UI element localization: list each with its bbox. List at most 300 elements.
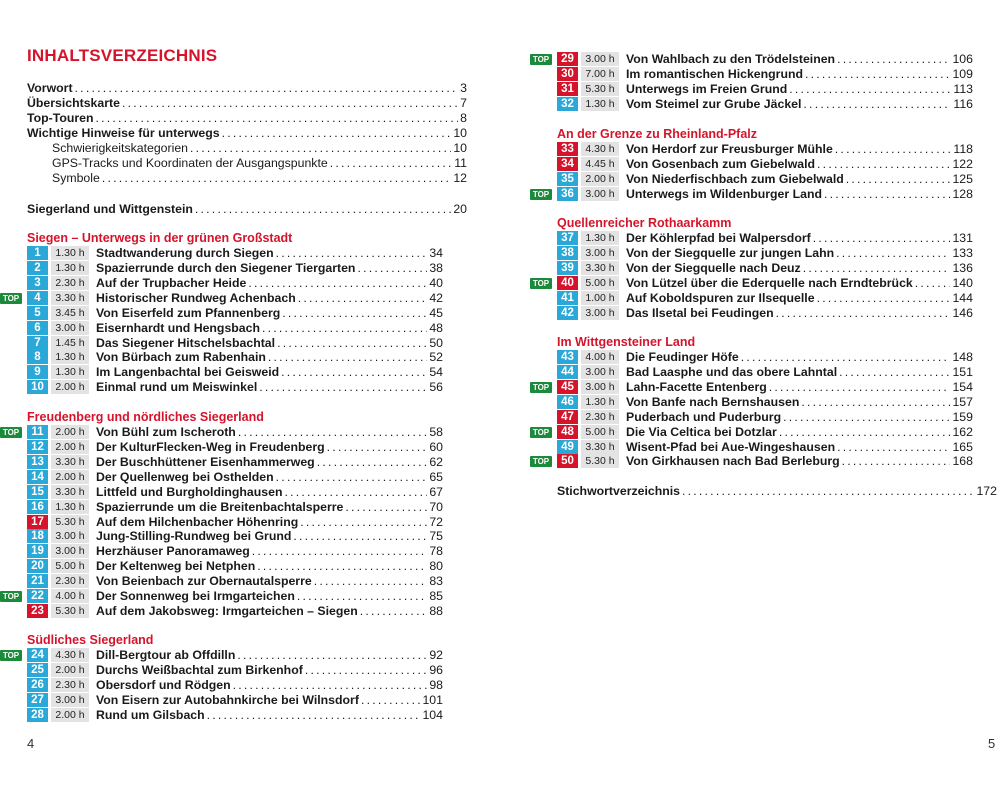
tour-page: 38 bbox=[429, 260, 443, 275]
tour-duration: 2.30 h bbox=[51, 574, 89, 588]
tour-text bbox=[626, 380, 973, 395]
tour-number: 14 bbox=[27, 470, 48, 484]
tour-duration: 2.30 h bbox=[51, 678, 89, 692]
tour-entry[interactable] bbox=[27, 500, 443, 515]
tour-number: 1 bbox=[27, 246, 48, 260]
tour-page: 42 bbox=[429, 290, 443, 305]
tour-text bbox=[626, 291, 973, 306]
tour-entry[interactable] bbox=[27, 529, 443, 544]
toc-entry[interactable] bbox=[27, 81, 467, 96]
tour-entry[interactable] bbox=[532, 379, 973, 395]
tour-duration: 4.45 h bbox=[581, 157, 619, 171]
tour-entry[interactable] bbox=[27, 306, 443, 321]
dot-leader bbox=[222, 126, 452, 141]
tour-page: 83 bbox=[429, 574, 443, 589]
tour-name: Der Quellenweg bei Osthelden bbox=[96, 469, 274, 484]
tour-duration: 1.30 h bbox=[581, 395, 619, 409]
tour-entry[interactable] bbox=[27, 455, 443, 470]
tour-page: 48 bbox=[429, 320, 443, 335]
tour-entry[interactable] bbox=[557, 97, 973, 112]
dot-leader bbox=[345, 500, 427, 515]
toc-entry[interactable] bbox=[27, 171, 467, 186]
dot-leader bbox=[207, 708, 421, 723]
tour-page: 116 bbox=[953, 96, 973, 111]
tour-duration: 3.30 h bbox=[51, 485, 89, 499]
dot-leader bbox=[238, 425, 427, 440]
tour-number: 24 bbox=[27, 648, 48, 662]
dot-leader bbox=[95, 111, 458, 126]
tour-number: 19 bbox=[27, 544, 48, 558]
tour-number: 44 bbox=[557, 365, 578, 379]
toc-entry-page: 172 bbox=[976, 484, 997, 498]
tour-name: Auf Koboldspuren zur Ilsequelle bbox=[626, 290, 815, 305]
tour-text bbox=[626, 97, 973, 112]
dot-leader bbox=[837, 440, 950, 455]
tour-number: 43 bbox=[557, 350, 578, 364]
dot-leader bbox=[282, 306, 427, 321]
tour-entry[interactable] bbox=[27, 261, 443, 276]
tour-text bbox=[96, 678, 443, 693]
tour-duration: 4.30 h bbox=[581, 142, 619, 156]
tour-entry[interactable] bbox=[27, 485, 443, 500]
toc-entry-label: Wichtige Hinweise für unterwegs bbox=[27, 125, 220, 140]
toc-entry-page: 10 bbox=[453, 140, 467, 155]
tour-duration: 1.30 h bbox=[581, 97, 619, 111]
tour-entry[interactable] bbox=[27, 365, 443, 380]
tour-name: Von Herdorf zur Freusburger Mühle bbox=[626, 142, 833, 156]
tour-number: 6 bbox=[27, 321, 48, 335]
toc-entry-label: Übersichtskarte bbox=[27, 95, 120, 110]
dot-leader bbox=[305, 663, 428, 678]
toc-entry[interactable] bbox=[27, 156, 467, 171]
top-tour-badge: TOP bbox=[0, 293, 22, 304]
tour-name: Im romantischen Hickengrund bbox=[626, 66, 803, 81]
tour-text bbox=[96, 440, 443, 455]
tour-number: 26 bbox=[27, 678, 48, 692]
tour-text bbox=[626, 425, 973, 440]
tour-name: Puderbach und Puderburg bbox=[626, 409, 782, 424]
tour-page: 122 bbox=[952, 156, 973, 171]
dot-leader bbox=[317, 455, 428, 470]
toc-entry-label: Symbole bbox=[52, 170, 100, 185]
tour-name: Jung-Stilling-Rundweg bei Grund bbox=[96, 529, 292, 544]
tour-page: 75 bbox=[429, 529, 443, 544]
tour-entry[interactable] bbox=[557, 306, 973, 321]
tour-entry[interactable] bbox=[27, 440, 443, 455]
tour-text bbox=[96, 485, 443, 500]
tour-page: 88 bbox=[429, 604, 443, 619]
tour-duration: 3.00 h bbox=[51, 544, 89, 558]
tour-number: 25 bbox=[27, 663, 48, 677]
tour-number: 22 bbox=[27, 589, 48, 603]
tour-text bbox=[96, 574, 443, 589]
dot-leader bbox=[252, 544, 428, 559]
tour-entry[interactable] bbox=[27, 336, 443, 351]
tour-name: Von der Siegquelle nach Deuz bbox=[626, 260, 801, 275]
tour-number: 37 bbox=[557, 231, 578, 245]
dot-leader bbox=[361, 693, 421, 708]
dot-leader bbox=[741, 350, 951, 365]
tour-number: 13 bbox=[27, 455, 48, 469]
dot-leader bbox=[327, 440, 428, 455]
toc-entry-label: Top-Touren bbox=[27, 110, 94, 125]
tour-text bbox=[626, 187, 973, 202]
tour-text bbox=[96, 425, 443, 440]
tour-text bbox=[626, 172, 973, 187]
tour-entry[interactable] bbox=[532, 454, 973, 469]
tour-name: Einmal rund um Meiswinkel bbox=[96, 380, 258, 395]
toc-entry-label: Stichwortverzeichnis bbox=[557, 484, 681, 498]
tour-page: 58 bbox=[429, 425, 443, 439]
tour-entry[interactable] bbox=[27, 350, 443, 365]
dot-leader bbox=[257, 559, 427, 574]
tour-entry[interactable] bbox=[532, 424, 973, 440]
top-tour-badge: TOP bbox=[530, 278, 552, 289]
tour-text bbox=[626, 261, 973, 276]
tour-duration: 7.00 h bbox=[581, 67, 619, 81]
tour-duration: 3.00 h bbox=[581, 306, 619, 320]
tour-entry[interactable] bbox=[532, 52, 973, 67]
tour-entry[interactable] bbox=[557, 67, 973, 82]
tour-duration: 1.00 h bbox=[581, 291, 619, 305]
tour-duration: 3.30 h bbox=[51, 455, 89, 469]
tour-name: Dill-Bergtour ab Offdilln bbox=[96, 648, 236, 662]
tour-page: 154 bbox=[952, 379, 973, 394]
tour-page: 60 bbox=[429, 439, 443, 454]
tour-name: Von Girkhausen nach Bad Berleburg bbox=[626, 454, 840, 469]
tour-duration: 1.30 h bbox=[51, 261, 89, 275]
tour-entry[interactable] bbox=[27, 708, 443, 723]
tour-duration: 5.00 h bbox=[51, 559, 89, 573]
dot-leader bbox=[237, 648, 427, 663]
tour-duration: 1.30 h bbox=[51, 365, 89, 379]
tour-number: 23 bbox=[27, 604, 48, 618]
tour-page: 104 bbox=[422, 707, 443, 722]
tour-entry[interactable] bbox=[557, 291, 973, 306]
tour-entry[interactable] bbox=[2, 648, 443, 663]
tour-duration: 4.00 h bbox=[581, 350, 619, 364]
dot-leader bbox=[262, 321, 427, 336]
tour-page: 157 bbox=[952, 394, 973, 409]
dot-leader bbox=[842, 454, 951, 469]
dot-leader bbox=[846, 172, 951, 187]
tour-name: Auf dem Hilchenbacher Höhenring bbox=[96, 514, 299, 529]
tour-page: 159 bbox=[952, 409, 973, 424]
tour-name: Von Bühl zum Ischeroth bbox=[96, 425, 236, 439]
dot-leader bbox=[293, 529, 427, 544]
tour-entry[interactable] bbox=[557, 172, 973, 187]
tour-name: Im Langenbachtal bei Geisweid bbox=[96, 365, 280, 380]
tour-text bbox=[96, 261, 443, 276]
tour-entry[interactable] bbox=[27, 321, 443, 336]
tour-text bbox=[96, 559, 443, 574]
tour-duration: 3.00 h bbox=[51, 693, 89, 707]
toc-entry[interactable] bbox=[27, 111, 467, 126]
tour-entry[interactable] bbox=[27, 663, 443, 678]
tour-number: 12 bbox=[27, 440, 48, 454]
tour-number: 50 bbox=[557, 454, 578, 468]
tour-name: Lahn-Facette Entenberg bbox=[626, 379, 767, 394]
tour-name: Unterwegs im Wildenburger Land bbox=[626, 186, 822, 201]
dot-leader bbox=[813, 231, 951, 246]
tour-page: 162 bbox=[952, 424, 973, 439]
tour-entry[interactable] bbox=[557, 231, 973, 246]
tour-entry[interactable] bbox=[27, 693, 443, 708]
tour-entry[interactable] bbox=[557, 157, 973, 172]
dot-leader bbox=[276, 470, 428, 485]
tour-page: 70 bbox=[429, 499, 443, 514]
tour-text bbox=[96, 291, 443, 306]
tour-number: 30 bbox=[557, 67, 578, 81]
tour-text bbox=[96, 693, 443, 708]
tour-text bbox=[96, 350, 443, 365]
dot-leader bbox=[769, 380, 951, 395]
tour-duration: 3.45 h bbox=[51, 306, 89, 320]
toc-entry[interactable] bbox=[27, 141, 467, 156]
tour-name: Vom Steimel zur Grube Jäckel bbox=[626, 96, 802, 111]
toc-index-entry[interactable] bbox=[557, 484, 997, 499]
toc-entry[interactable] bbox=[27, 126, 467, 141]
tour-page: 56 bbox=[429, 380, 443, 395]
tour-text bbox=[626, 365, 973, 380]
dot-leader bbox=[817, 157, 950, 172]
dot-leader bbox=[190, 141, 451, 156]
tour-entry[interactable] bbox=[557, 246, 973, 261]
tour-duration: 5.30 h bbox=[51, 515, 89, 529]
tour-text bbox=[96, 663, 443, 678]
tour-duration: 1.45 h bbox=[51, 336, 89, 350]
tour-number: 39 bbox=[557, 261, 578, 275]
tour-text bbox=[626, 82, 973, 97]
tour-duration: 3.00 h bbox=[581, 380, 619, 394]
dot-leader bbox=[783, 410, 950, 425]
tour-number: 21 bbox=[27, 574, 48, 588]
tour-name: Von Gosenbach zum Giebelwald bbox=[626, 156, 816, 171]
tour-page: 65 bbox=[429, 469, 443, 484]
top-tour-badge: TOP bbox=[0, 591, 22, 602]
tour-number: 3 bbox=[27, 276, 48, 290]
dot-leader bbox=[776, 306, 951, 321]
tour-entry[interactable] bbox=[2, 290, 443, 306]
tour-duration: 4.30 h bbox=[51, 648, 89, 662]
tour-entry[interactable] bbox=[2, 589, 443, 604]
tour-name: Stadtwanderung durch Siegen bbox=[96, 246, 274, 260]
dot-leader bbox=[277, 336, 427, 351]
tour-name: Obersdorf und Rödgen bbox=[96, 677, 231, 692]
tour-duration: 2.00 h bbox=[51, 663, 89, 677]
toc-entry-label: Siegerland und Wittgenstein bbox=[27, 202, 193, 216]
tour-entry[interactable] bbox=[557, 350, 973, 365]
dot-leader bbox=[682, 484, 974, 499]
tour-entry[interactable] bbox=[27, 276, 443, 291]
tour-entry[interactable] bbox=[2, 425, 443, 440]
tour-page: 80 bbox=[429, 559, 443, 574]
tour-text bbox=[626, 52, 973, 67]
tour-name: Rund um Gilsbach bbox=[96, 707, 205, 722]
tour-duration: 3.00 h bbox=[51, 321, 89, 335]
tour-entry[interactable] bbox=[557, 261, 973, 276]
tour-entry[interactable] bbox=[532, 275, 973, 291]
tour-duration: 5.30 h bbox=[581, 82, 619, 96]
tour-duration: 3.00 h bbox=[581, 365, 619, 379]
tour-page: 98 bbox=[429, 677, 443, 692]
tour-text bbox=[626, 454, 973, 469]
tour-text bbox=[96, 604, 443, 619]
tour-duration: 3.30 h bbox=[51, 291, 89, 305]
tour-page: 85 bbox=[429, 589, 443, 604]
tour-number: 41 bbox=[557, 291, 578, 305]
tour-text bbox=[626, 440, 973, 455]
top-tour-badge: TOP bbox=[530, 54, 552, 65]
tour-page: 67 bbox=[429, 484, 443, 499]
tour-entry[interactable] bbox=[27, 574, 443, 589]
dot-leader bbox=[805, 67, 950, 82]
tour-page: 96 bbox=[429, 662, 443, 677]
tour-page: 40 bbox=[429, 275, 443, 290]
dot-leader bbox=[836, 246, 950, 261]
dot-leader bbox=[779, 425, 951, 440]
section-heading-siegen: Siegen – Unterwegs in der grünen Großstadt bbox=[27, 231, 293, 245]
section-heading-rothaar: Quellenreicher Rothaarkamm bbox=[557, 216, 732, 230]
tour-duration: 2.00 h bbox=[51, 470, 89, 484]
toc-entry-page: 11 bbox=[454, 155, 467, 170]
tour-entry[interactable] bbox=[27, 604, 443, 619]
tour-entry[interactable] bbox=[557, 365, 973, 380]
tour-number: 34 bbox=[557, 157, 578, 171]
tour-entry[interactable] bbox=[532, 186, 973, 202]
dot-leader bbox=[915, 276, 951, 291]
toc-entry-label: Vorwort bbox=[27, 81, 73, 95]
tour-number: 31 bbox=[557, 82, 578, 96]
tour-number: 28 bbox=[27, 708, 48, 722]
tour-page: 168 bbox=[952, 454, 973, 469]
tour-number: 4 bbox=[27, 291, 48, 305]
tour-entry[interactable] bbox=[27, 380, 443, 395]
tour-entry[interactable] bbox=[557, 142, 973, 157]
tour-text bbox=[96, 708, 443, 723]
dot-leader bbox=[300, 515, 427, 530]
tour-duration: 2.30 h bbox=[581, 410, 619, 424]
tour-name: Bad Laasphe und das obere Lahntal bbox=[626, 364, 838, 379]
tour-page: 133 bbox=[952, 245, 973, 260]
dot-leader bbox=[803, 97, 951, 112]
tour-entry[interactable] bbox=[27, 559, 443, 574]
tour-duration: 3.00 h bbox=[581, 52, 619, 66]
toc-entry-page: 7 bbox=[460, 95, 467, 110]
tour-number: 20 bbox=[27, 559, 48, 573]
tour-duration: 2.30 h bbox=[51, 276, 89, 290]
tour-text bbox=[626, 276, 973, 291]
dot-leader bbox=[276, 246, 428, 261]
tour-entry[interactable] bbox=[27, 678, 443, 693]
section-heading-wittgenstein: Im Wittgensteiner Land bbox=[557, 335, 696, 349]
tour-number: 49 bbox=[557, 440, 578, 454]
tour-entry[interactable] bbox=[557, 440, 973, 455]
toc-entry-label: Schwierigkeitskategorien bbox=[52, 140, 189, 155]
tour-number: 35 bbox=[557, 172, 578, 186]
tour-text bbox=[626, 231, 973, 246]
tour-text bbox=[96, 544, 443, 559]
tour-number: 18 bbox=[27, 529, 48, 543]
tour-duration: 5.00 h bbox=[581, 425, 619, 439]
top-tour-badge: TOP bbox=[0, 427, 22, 438]
top-tour-badge: TOP bbox=[530, 456, 552, 467]
dot-leader bbox=[268, 350, 427, 365]
tour-name: Eisernhardt und Hengsbach bbox=[96, 320, 260, 335]
tour-name: Von Eisern zur Autobahnkirche bei Wilnsdorf bbox=[96, 692, 359, 707]
toc-entry[interactable] bbox=[27, 96, 467, 111]
section-heading-rheinland: An der Grenze zu Rheinland-Pfalz bbox=[557, 127, 758, 141]
dot-leader bbox=[259, 380, 427, 395]
tour-entry[interactable] bbox=[27, 544, 443, 559]
tour-duration: 1.30 h bbox=[51, 500, 89, 514]
tour-name: Littfeld und Burgholdinghausen bbox=[96, 484, 283, 499]
tour-name: Der Köhlerpfad bei Walpersdorf bbox=[626, 231, 811, 245]
tour-name: Von Beienbach zur Obernautalsperre bbox=[96, 574, 312, 589]
dot-leader bbox=[824, 187, 950, 202]
tour-entry[interactable] bbox=[557, 395, 973, 410]
toc-entry-page: 10 bbox=[453, 125, 467, 140]
tour-duration: 3.30 h bbox=[581, 440, 619, 454]
tour-duration: 4.00 h bbox=[51, 589, 89, 603]
tour-duration: 2.00 h bbox=[51, 708, 89, 722]
tour-name: Die Via Celtica bei Dotzlar bbox=[626, 424, 777, 439]
tour-text bbox=[96, 321, 443, 336]
toc-entry-page: 3 bbox=[460, 81, 467, 95]
tour-name: Von Eiserfeld zum Pfannenberg bbox=[96, 305, 281, 320]
tour-duration: 5.30 h bbox=[581, 454, 619, 468]
tour-duration: 2.00 h bbox=[581, 172, 619, 186]
tour-entry[interactable] bbox=[27, 515, 443, 530]
dot-leader bbox=[837, 52, 950, 67]
tour-entry[interactable] bbox=[557, 82, 973, 97]
tour-text bbox=[626, 142, 973, 157]
dot-leader bbox=[122, 96, 458, 111]
tour-name: Von der Siegquelle zur jungen Lahn bbox=[626, 245, 835, 260]
tour-entry[interactable] bbox=[27, 246, 443, 261]
tour-page: 165 bbox=[952, 439, 973, 454]
tour-page: 34 bbox=[429, 246, 443, 260]
tour-page: 146 bbox=[952, 305, 973, 320]
dot-leader bbox=[803, 261, 951, 276]
toc-region-entry[interactable] bbox=[27, 202, 467, 217]
tour-entry[interactable] bbox=[557, 410, 973, 425]
tour-text bbox=[96, 306, 443, 321]
tour-number: 45 bbox=[557, 380, 578, 394]
tour-duration: 5.00 h bbox=[581, 276, 619, 290]
tour-duration: 1.30 h bbox=[581, 231, 619, 245]
section-heading-freudenberg: Freudenberg und nördliches Siegerland bbox=[27, 410, 264, 424]
tour-duration: 2.00 h bbox=[51, 425, 89, 439]
tour-entry[interactable] bbox=[27, 470, 443, 485]
tour-text bbox=[626, 246, 973, 261]
page-number-right: 5 bbox=[988, 736, 996, 751]
toc-entry-page: 20 bbox=[453, 202, 467, 216]
tour-text bbox=[626, 410, 973, 425]
tour-text bbox=[96, 276, 443, 291]
dot-leader bbox=[835, 142, 952, 157]
tour-page: 54 bbox=[429, 365, 443, 380]
tour-name: Die Feudinger Höfe bbox=[626, 350, 739, 364]
dot-leader bbox=[281, 365, 427, 380]
tour-page: 72 bbox=[429, 514, 443, 529]
tour-text bbox=[96, 648, 443, 663]
tour-text bbox=[626, 67, 973, 82]
top-tour-badge: TOP bbox=[530, 382, 552, 393]
tour-page: 62 bbox=[429, 454, 443, 469]
dot-leader bbox=[801, 395, 950, 410]
tour-page: 128 bbox=[952, 186, 973, 201]
